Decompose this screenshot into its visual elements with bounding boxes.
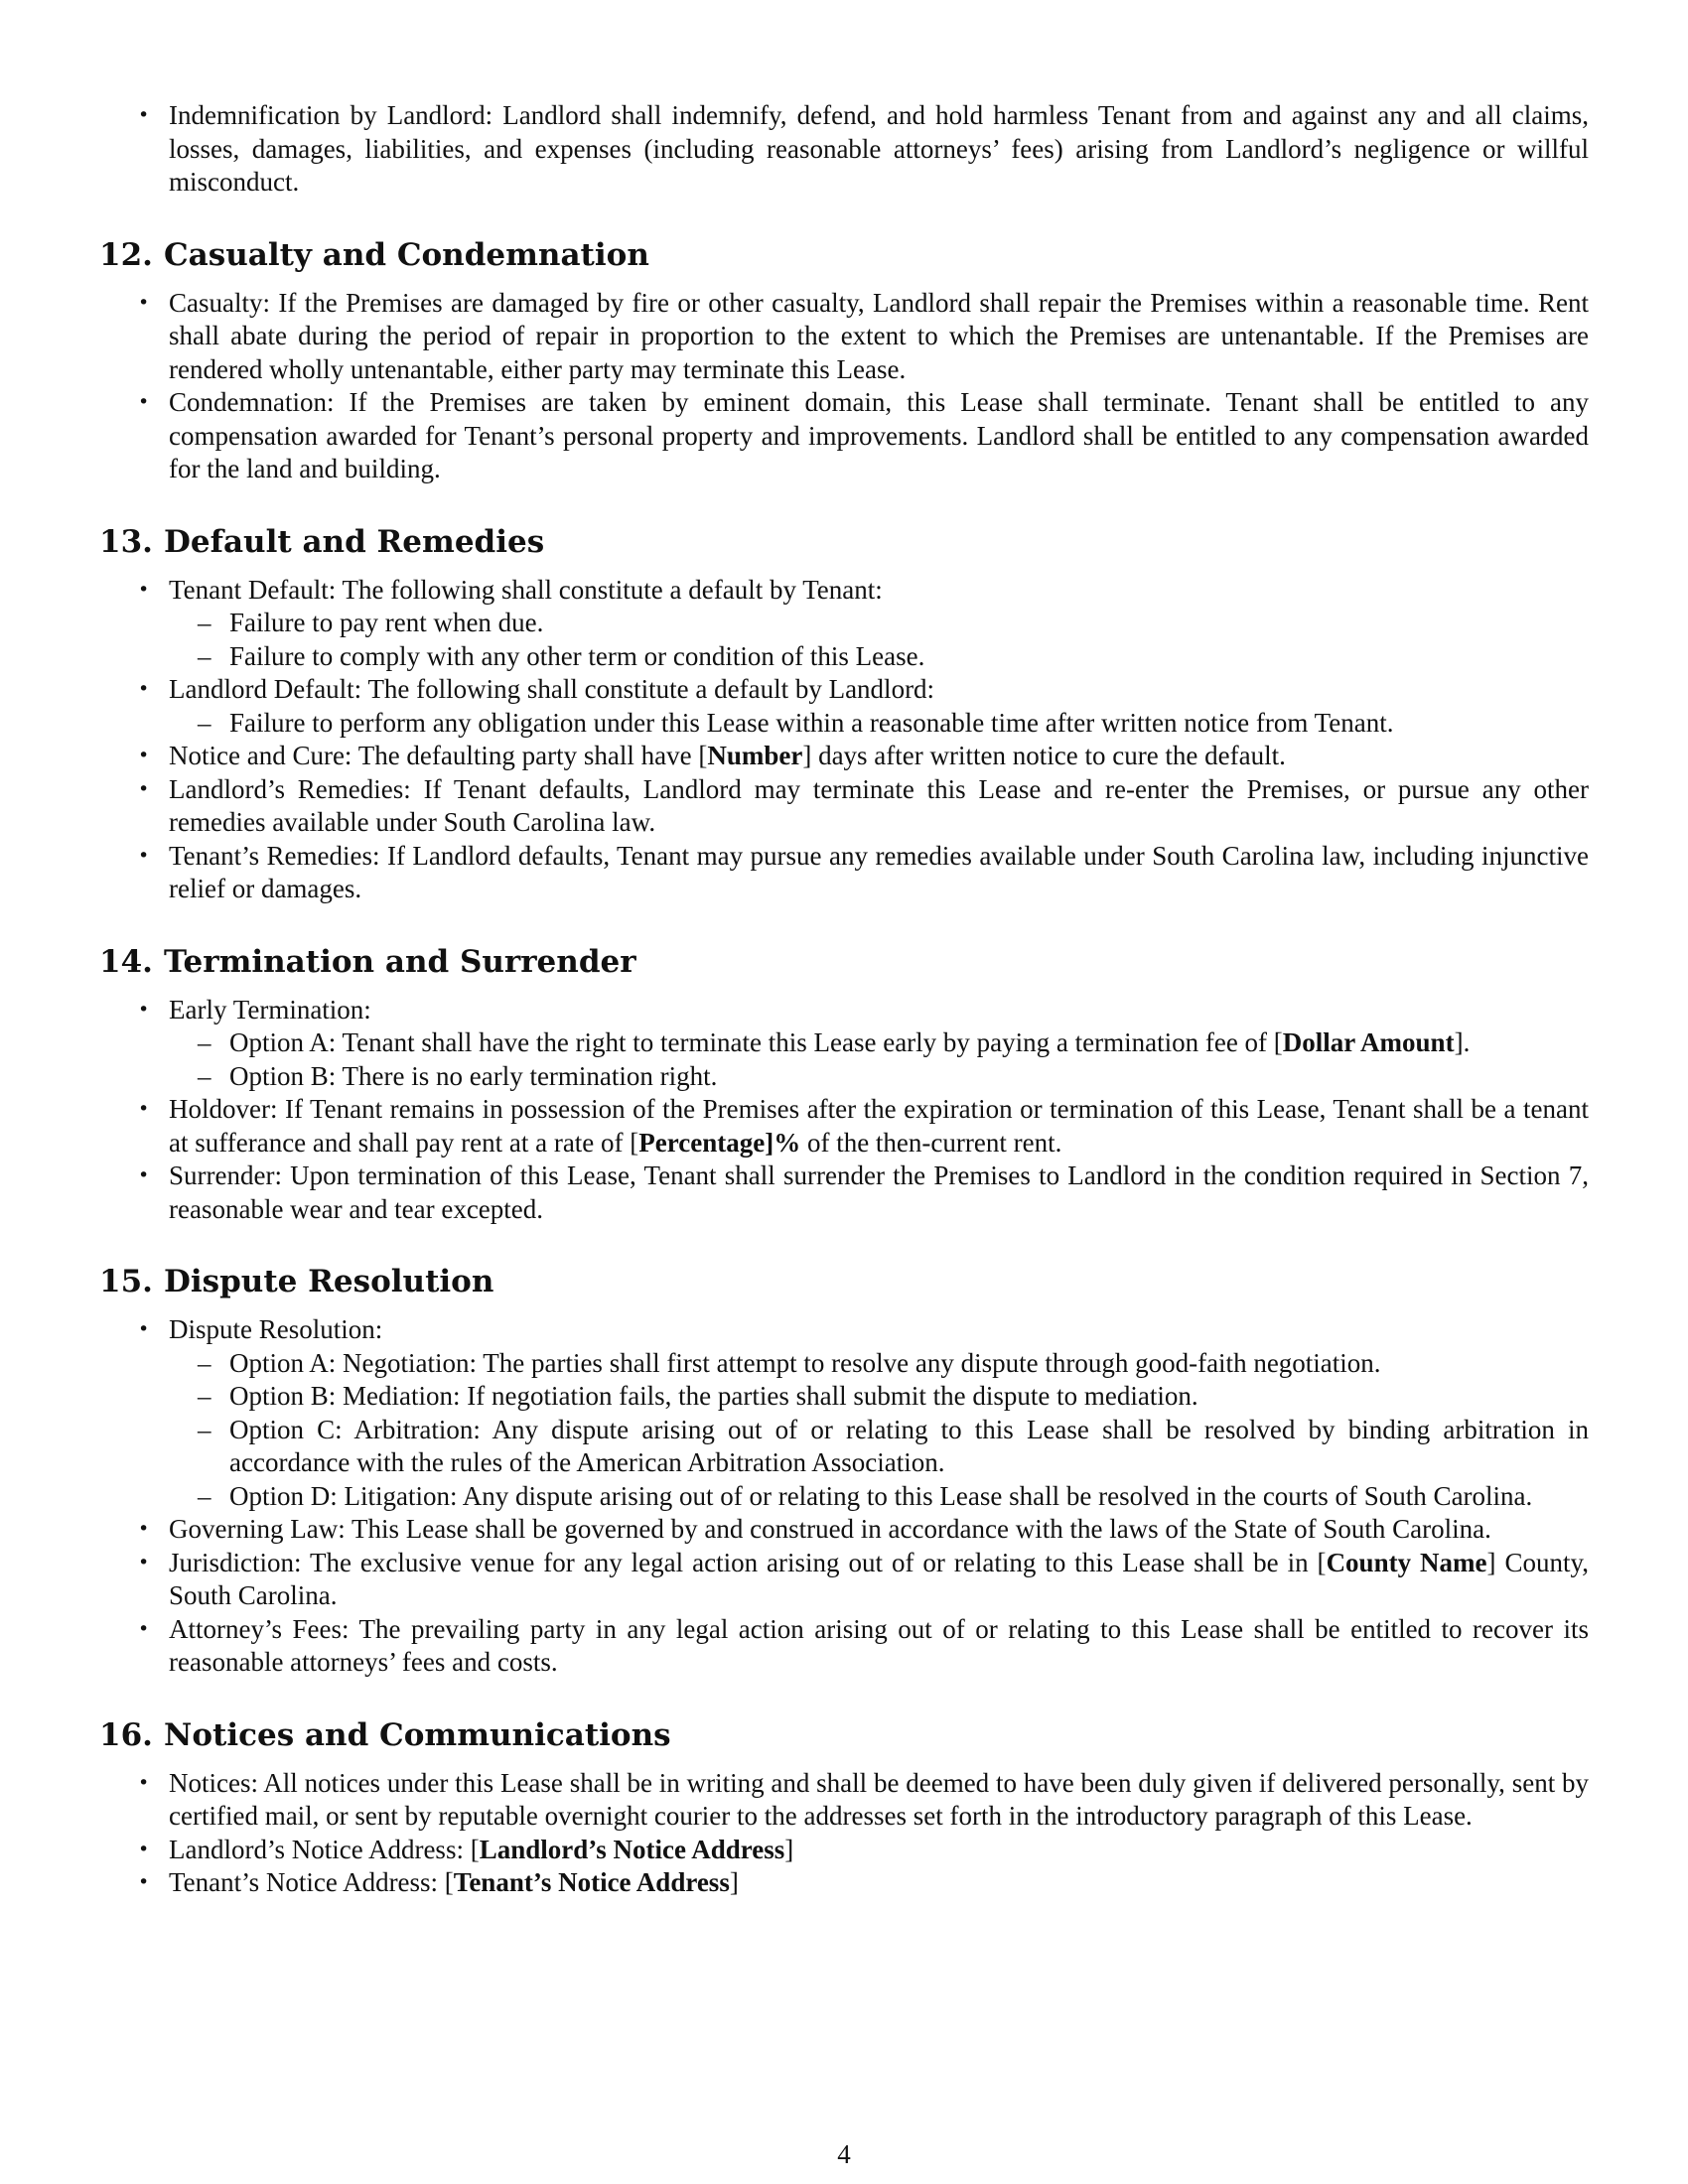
list-item <box>99 740 1589 773</box>
casualty-text: Casualty: If the Premises are damaged by fire or other casualty, Landlord shall repair the Premises within a reasonable time. Rent shall abate during the period of repair in proportion to the extent to which the Premises are untenantable. If the Premises are rendered wholly untenantable, either party may terminate this Lease. <box>169 287 1589 384</box>
percentage-close: ]% <box>765 1127 801 1158</box>
jurisdiction-text-end: ] County, South Carolina. <box>169 1547 1589 1610</box>
bullet: • <box>138 1164 150 1186</box>
sub-list-item <box>169 1380 1589 1414</box>
section-heading <box>99 1262 1589 1301</box>
sub-list <box>169 1026 1589 1093</box>
section-heading <box>99 942 1589 982</box>
sub-item-text: Failure to perform any obligation under this Lease within a reasonable time after written notice from Tenant. <box>229 707 1394 738</box>
sub-list-item <box>169 640 1589 674</box>
section-14 <box>99 942 1589 1227</box>
list-item <box>99 1513 1589 1547</box>
section-list <box>99 994 1589 1227</box>
dash: – <box>198 608 211 637</box>
county-name-placeholder: County Name <box>1326 1547 1487 1577</box>
section-list <box>99 1313 1589 1680</box>
sub-item-text: Option C: Arbitration: Any dispute arising out of or relating to this Lease shall be resolved by binding arbitration in accordance with the rules of the American Arbitration Association. <box>229 1414 1589 1477</box>
list-item <box>99 1160 1589 1226</box>
list-item <box>99 1313 1589 1513</box>
list-item <box>99 773 1589 840</box>
list-item <box>99 1613 1589 1680</box>
sub-item-text: Option A: Negotiation: The parties shall first attempt to resolve any dispute through good-faith negotiation. <box>229 1347 1381 1378</box>
bullet: • <box>138 1871 150 1893</box>
list-item <box>99 1866 1589 1900</box>
sub-item-text: Option A: Tenant shall have the right to terminate this Lease early by paying a termination fee of [ <box>229 1027 1283 1057</box>
jurisdiction-text: Jurisdiction: The exclusive venue for any legal action arising out of or relating to this Lease shall be in [ <box>169 1547 1327 1577</box>
document-page <box>99 99 1589 1900</box>
early-termination-text: Early Termination: <box>169 994 371 1024</box>
section-number: 15. <box>99 1264 153 1299</box>
tenant-address-label: Tenant’s Notice Address: [ <box>169 1867 454 1897</box>
top-list <box>99 99 1589 200</box>
section-heading <box>99 522 1589 562</box>
sub-item-text: Option D: Litigation: Any dispute arising out of or relating to this Lease shall be resolved in the courts of South Carolina. <box>229 1480 1533 1511</box>
bullet: • <box>138 844 150 867</box>
sub-list-item <box>169 1026 1589 1060</box>
sub-list-item <box>169 1347 1589 1381</box>
bracket-close: ] <box>729 1867 739 1897</box>
landlord-address-placeholder: Landlord’s Notice Address <box>479 1834 785 1864</box>
list-item <box>99 99 1589 200</box>
dash: – <box>198 1027 211 1057</box>
section-number: 14. <box>99 943 153 980</box>
dash: – <box>198 707 211 738</box>
bullet: • <box>138 1518 150 1540</box>
landlord-default-text: Landlord Default: The following shall constitute a default by Landlord: <box>169 674 935 704</box>
bullet: • <box>138 1771 150 1794</box>
list-item <box>99 840 1589 906</box>
list-item <box>99 287 1589 387</box>
bracket-close: ] <box>784 1834 794 1864</box>
section-12 <box>99 235 1589 486</box>
notice-cure-text: Notice and Cure: The defaulting party shall have [ <box>169 741 708 770</box>
dash: – <box>198 1381 211 1411</box>
list-item <box>99 1767 1589 1834</box>
sub-list <box>169 707 1589 741</box>
dash: – <box>198 1347 211 1378</box>
sub-item-text: Failure to comply with any other term or condition of this Lease. <box>229 640 925 671</box>
dash: – <box>198 1480 211 1511</box>
landlord-address-label: Landlord’s Notice Address: [ <box>169 1834 480 1864</box>
section-list <box>99 1767 1589 1900</box>
bullet: • <box>138 578 150 601</box>
bullet: • <box>138 1318 150 1340</box>
list-item <box>99 386 1589 486</box>
governing-law-text: Governing Law: This Lease shall be governed by and construed in accordance with the laws of the State of South Carolina. <box>169 1514 1491 1544</box>
section-title: Notices and Communications <box>164 1716 671 1753</box>
section-number: 13. <box>99 523 153 560</box>
notice-cure-text-end: ] days after written notice to cure the default. <box>802 741 1286 770</box>
section-16 <box>99 1715 1589 1900</box>
sub-item-text: Option B: Mediation: If negotiation fails, the parties shall submit the dispute to mediation. <box>229 1381 1198 1411</box>
holdover-text: Holdover: If Tenant remains in possession of the Premises after the expiration or termination of this Lease, Tenant shall be a tenant at sufferance and shall pay rent at a rate of [ <box>169 1094 1589 1158</box>
sub-list-item <box>169 707 1589 741</box>
list-item <box>99 994 1589 1094</box>
list-item <box>99 1547 1589 1613</box>
page-number: 4 <box>837 2139 851 2169</box>
section-number: 16. <box>99 1716 153 1753</box>
dispute-resolution-text: Dispute Resolution: <box>169 1314 383 1344</box>
dash: – <box>198 1060 211 1091</box>
bullet: • <box>138 678 150 700</box>
sub-list-item <box>169 607 1589 640</box>
bullet: • <box>138 1617 150 1640</box>
section-number: 12. <box>99 236 153 273</box>
section-13 <box>99 522 1589 906</box>
sub-item-text: Option B: There is no early termination right. <box>229 1060 718 1091</box>
dash: – <box>198 640 211 671</box>
dollar-amount-placeholder: Dollar Amount <box>1282 1027 1455 1057</box>
dash: – <box>198 1414 211 1444</box>
list-item <box>99 1834 1589 1867</box>
sub-list <box>169 607 1589 673</box>
bullet: • <box>138 1838 150 1860</box>
section-title: Dispute Resolution <box>164 1264 494 1299</box>
section-heading <box>99 235 1589 275</box>
bullet: • <box>138 998 150 1021</box>
sub-list-item <box>169 1480 1589 1514</box>
sub-item-text-end: ]. <box>1454 1027 1471 1057</box>
bullet: • <box>138 777 150 800</box>
sub-list-item <box>169 1060 1589 1094</box>
bullet: • <box>138 1551 150 1573</box>
notices-text: Notices: All notices under this Lease shall be in writing and shall be deemed to have been duly given if delivered personally, sent by certified mail, or sent by reputable overnight courier to the addresses set forth in the introductory paragraph of this Lease. <box>169 1767 1589 1831</box>
landlord-remedies-text: Landlord’s Remedies: If Tenant defaults, Landlord may terminate this Lease and re-enter the Premises, or pursue any other remedies available under South Carolina law. <box>169 773 1589 837</box>
percentage-placeholder: Percentage <box>638 1127 766 1158</box>
sub-list <box>169 1347 1589 1514</box>
section-list <box>99 287 1589 486</box>
sub-list-item <box>169 1414 1589 1480</box>
section-15 <box>99 1262 1589 1680</box>
number-placeholder: Number <box>707 741 803 770</box>
bullet: • <box>138 391 150 413</box>
section-title: Casualty and Condemnation <box>164 236 649 273</box>
condemnation-text: Condemnation: If the Premises are taken by eminent domain, this Lease shall terminate. Tenant shall be entitled to any compensation awarded for Tenant’s personal property and improvements. Landlord shall be entitled to any compensation awarded for the land and building. <box>169 387 1589 483</box>
attorneys-fees-text: Attorney’s Fees: The prevailing party in any legal action arising out of or relating to this Lease shall be entitled to recover its reasonable attorneys’ fees and costs. <box>169 1613 1589 1677</box>
surrender-text: Surrender: Upon termination of this Lease, Tenant shall surrender the Premises to Landlord in the condition required in Section 7, reasonable wear and tear excepted. <box>169 1160 1589 1224</box>
tenant-default-text: Tenant Default: The following shall constitute a default by Tenant: <box>169 574 883 605</box>
bullet: • <box>138 104 150 126</box>
section-title: Default and Remedies <box>164 523 545 560</box>
sub-item-text: Failure to pay rent when due. <box>229 608 544 637</box>
tenant-address-placeholder: Tenant’s Notice Address <box>453 1867 730 1897</box>
section-heading <box>99 1715 1589 1755</box>
indemnification-text: Indemnification by Landlord: Landlord shall indemnify, defend, and hold harmless Tenant from and against any and all claims, losses, damages, liabilities, and expenses (including reasonable attorneys’ fees) arising from Landlord’s negligence or willful misconduct. <box>169 100 1589 197</box>
list-item <box>99 673 1589 740</box>
list-item <box>99 1093 1589 1160</box>
tenant-remedies-text: Tenant’s Remedies: If Landlord defaults, Tenant may pursue any remedies available under South Carolina law, including injunctive relief or damages. <box>169 840 1589 903</box>
bullet: • <box>138 291 150 314</box>
bullet: • <box>138 745 150 766</box>
section-title: Termination and Surrender <box>164 943 636 980</box>
bullet: • <box>138 1098 150 1120</box>
holdover-text-end: of the then-current rent. <box>800 1127 1062 1158</box>
list-item <box>99 574 1589 674</box>
section-list <box>99 574 1589 906</box>
